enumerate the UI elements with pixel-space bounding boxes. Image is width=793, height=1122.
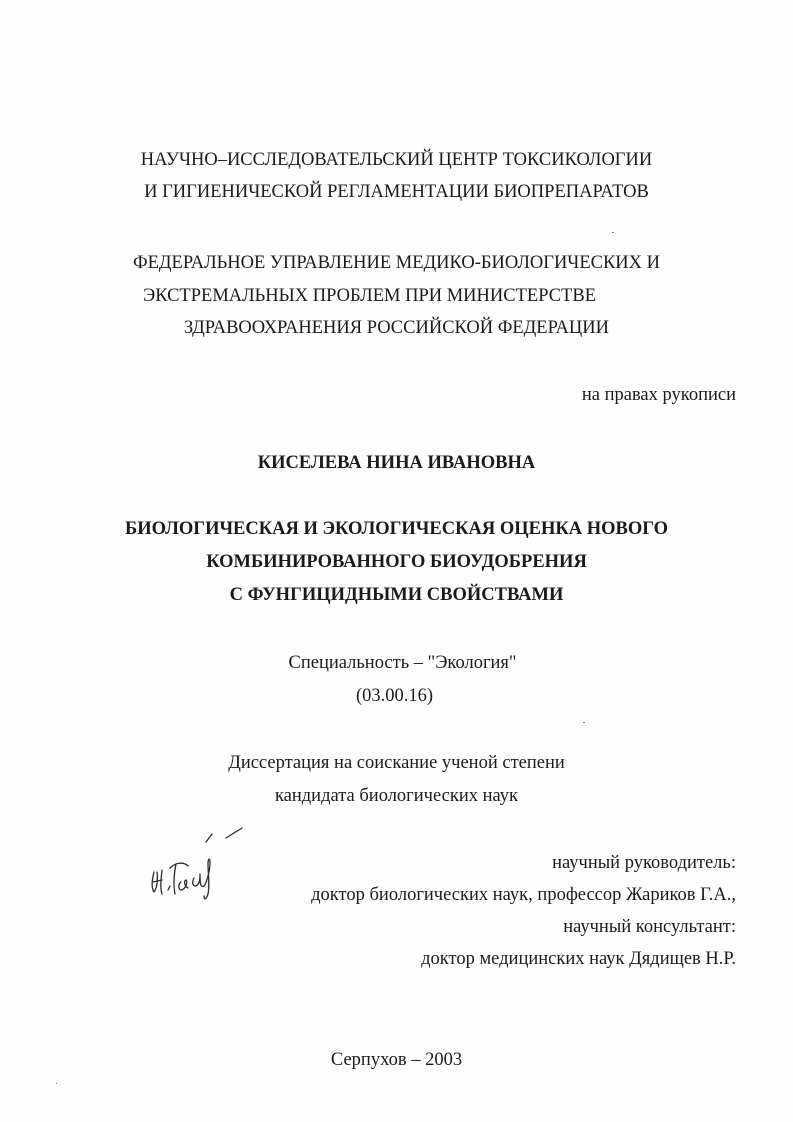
manuscript-note: на правах рукописи <box>581 385 736 405</box>
dept-line-2: ЭКСТРЕМАЛЬНЫХ ПРОБЛЕМ ПРИ МИНИСТЕРСТВЕ <box>143 286 596 306</box>
degree-line-2: кандидата биологических наук <box>274 786 519 806</box>
title-line-2: КОМБИНИРОВАННОГО БИОУДОБРЕНИЯ <box>206 552 587 572</box>
degree-line-1: Диссертация на соискание ученой степени <box>228 753 565 773</box>
handwritten-signature <box>148 824 248 904</box>
supervisor-label: научный руководитель: <box>552 853 736 873</box>
scan-speck <box>612 232 614 233</box>
specialty-code: (03.00.16) <box>355 686 434 706</box>
supervisor-name: доктор биологических наук, профессор Жариков Г.А., <box>311 885 736 905</box>
scan-speck <box>583 722 585 723</box>
author-name: КИСЕЛЕВА НИНА ИВАНОВНА <box>257 453 536 473</box>
specialty-name: Специальность – "Экология" <box>288 653 517 673</box>
title-line-1: БИОЛОГИЧЕСКАЯ И ЭКОЛОГИЧЕСКАЯ ОЦЕНКА НОВОГО <box>125 519 668 539</box>
org-line-1: НАУЧНО–ИССЛЕДОВАТЕЛЬСКИЙ ЦЕНТР ТОКСИКОЛОГИИ <box>140 150 653 170</box>
city-year: Серпухов – 2003 <box>330 1050 463 1070</box>
dept-line-3: ЗДРАВООХРАНЕНИЯ РОССИЙСКОЙ ФЕДЕРАЦИИ <box>184 318 609 338</box>
consultant-label: научный консультант: <box>563 917 736 937</box>
org-line-2: И ГИГИЕНИЧЕСКОЙ РЕГЛАМЕНТАЦИИ БИОПРЕПАРАТОВ <box>144 182 649 202</box>
dept-line-1: ФЕДЕРАЛЬНОЕ УПРАВЛЕНИЕ МЕДИКО-БИОЛОГИЧЕСКИХ И <box>132 253 661 273</box>
consultant-name: доктор медицинских наук Дядищев Н.Р. <box>421 949 736 969</box>
scan-speck <box>56 1083 57 1084</box>
title-line-3: С ФУНГИЦИДНЫМИ СВОЙСТВАМИ <box>229 585 564 605</box>
